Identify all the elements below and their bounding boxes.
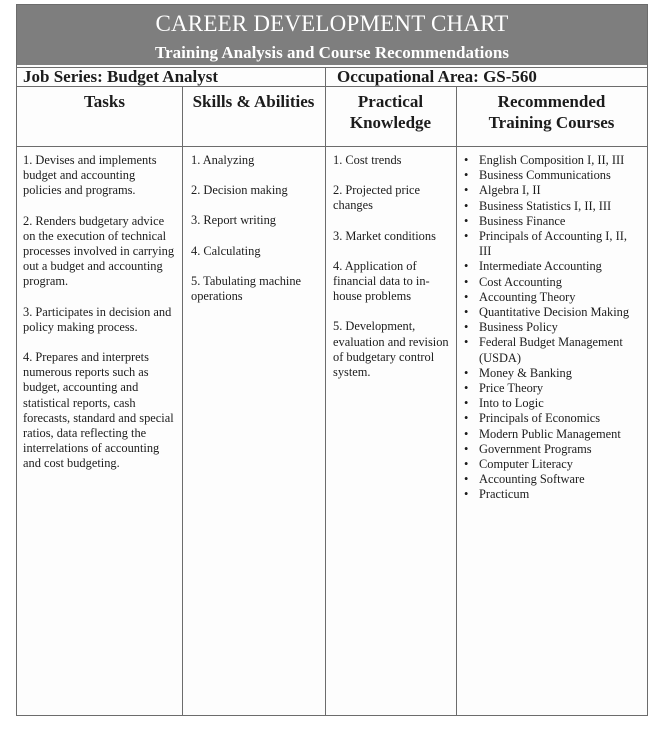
course-item: • Practicum [462, 487, 642, 502]
task-item: 2. Renders budgetary advice on the execution of technical processes involved in carrying out a budget and accounting program. [23, 213, 175, 289]
series-divider [325, 68, 326, 86]
skill-item: 5. Tabulating machine operations [191, 273, 302, 304]
column-header-courses-line2: Training Courses [488, 113, 615, 132]
column-header-knowledge [325, 87, 456, 147]
knowledge-item: 4. Application of financial data to in-house problems [333, 258, 430, 304]
knowledge-cell [333, 153, 451, 395]
course-item: • English Composition I, II, III [462, 153, 642, 168]
course-item: • Government Programs [462, 442, 642, 457]
column-header-tasks-label: Tasks [84, 92, 125, 111]
column-divider-1 [182, 87, 183, 715]
course-item: • Business Statistics I, II, III [462, 199, 642, 214]
course-item: • Federal Budget Management (USDA) [462, 335, 642, 365]
column-header-courses [456, 87, 647, 147]
course-item: • Into to Logic [462, 396, 642, 411]
career-chart-sheet [16, 4, 648, 716]
course-item: • Price Theory [462, 381, 642, 396]
knowledge-item: 3. Market conditions [333, 228, 436, 243]
skill-item: 1. Analyzing [191, 153, 255, 167]
course-item: • Business Finance [462, 214, 642, 229]
chart-subtitle: Training Analysis and Course Recommendations [155, 43, 509, 62]
course-item: • Business Communications [462, 168, 642, 183]
course-item: • Quantitative Decision Making [462, 305, 642, 320]
course-item: • Algebra I, II [462, 183, 642, 198]
skills-cell [191, 153, 321, 319]
column-header-skills [182, 87, 325, 147]
course-item: • Money & Banking [462, 366, 642, 381]
course-item: • Accounting Software [462, 472, 642, 487]
column-header-skills-label: Skills & Abilities [192, 92, 315, 111]
column-divider-3 [456, 87, 457, 715]
skill-item: 4. Calculating [191, 243, 261, 258]
course-item: • Principals of Accounting I, II, III [462, 229, 642, 259]
course-item: • Accounting Theory [462, 290, 642, 305]
course-item: • Computer Literacy [462, 457, 642, 472]
courses-cell [462, 153, 642, 503]
course-item: • Intermediate Accounting [462, 259, 642, 274]
course-item: • Cost Accounting [462, 275, 642, 290]
knowledge-item: 2. Projected price changes [333, 183, 421, 213]
chart-title: CAREER DEVELOPMENT CHART [155, 11, 509, 36]
column-header-courses-line1: Recommended [497, 92, 606, 111]
task-item: 4. Prepares and interprets numerous reports such as budget, accounting and statistical reports, cash forecasts, standard and special ratios, data reflecting the interrelations of accounting and cost budgeting. [23, 350, 174, 471]
course-item: • Business Policy [462, 320, 642, 335]
courses-list [462, 153, 642, 503]
column-header-tasks [17, 87, 182, 147]
job-series-label: Job Series: Budget Analyst [23, 67, 219, 86]
column-header-knowledge-line2: Knowledge [349, 113, 432, 132]
occupational-area-label: Occupational Area: GS-560 [337, 67, 537, 86]
task-item: 1. Devises and implements budget and accounting policies and programs. [23, 153, 157, 198]
knowledge-item: 5. Development, evaluation and revision of budgetary control system. [333, 319, 449, 380]
task-item: 3. Participates in decision and policy making process. [23, 304, 172, 334]
course-item: • Modern Public Management [462, 427, 642, 442]
column-header-knowledge-line1: Practical [357, 92, 424, 111]
skill-item: 3. Report writing [191, 213, 277, 228]
chart-banner [17, 5, 647, 65]
course-item: • Principals of Economics [462, 411, 642, 426]
knowledge-item: 1. Cost trends [333, 153, 402, 167]
series-row [17, 67, 647, 87]
skill-item: 2. Decision making [191, 183, 288, 198]
column-divider-2 [325, 87, 326, 715]
tasks-cell [23, 153, 176, 487]
